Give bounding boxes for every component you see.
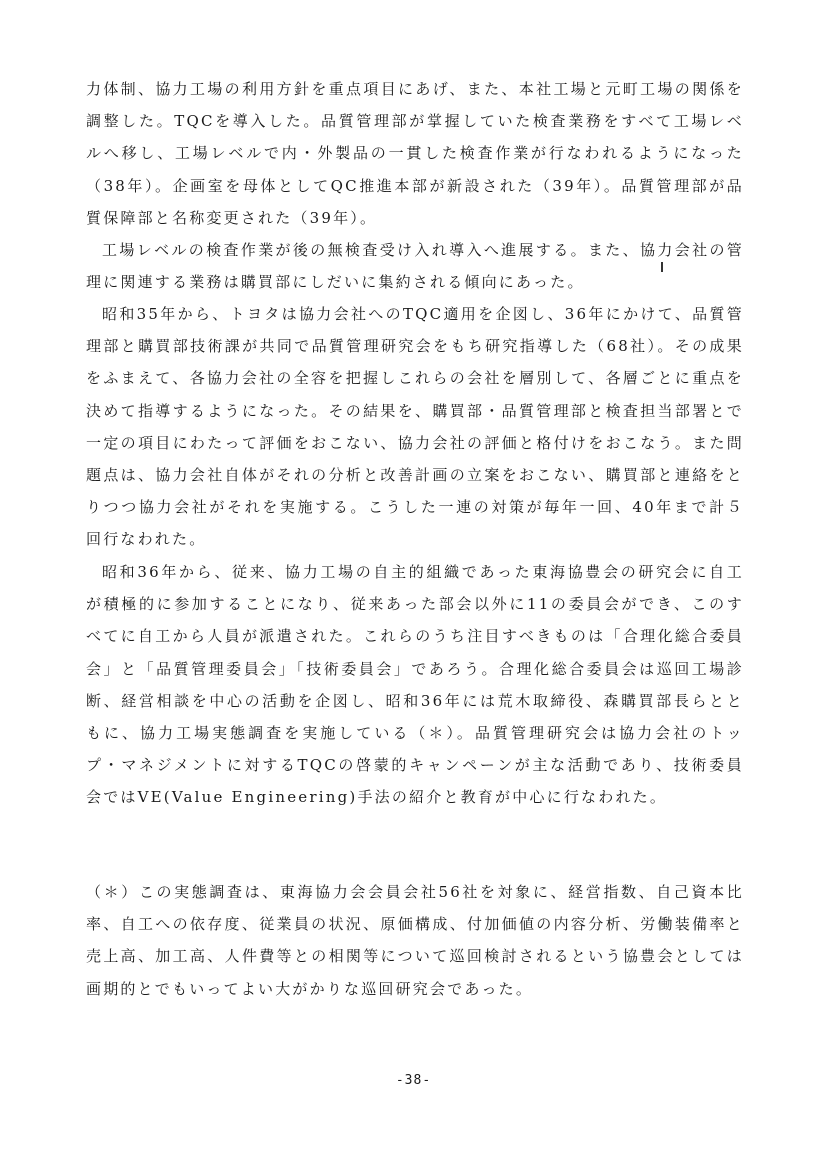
paragraph-4: 昭和36年から、従来、協力工場の自主的組織であった東海協豊会の研究会に自工が積極的に参加することになり、従来あった部会以外に11の委員会ができ、このすべてに自工から人員が派遣された。これらのうち注目すべきものは「合理化総合委員会」と「品質管理委員会」「技術委員会」であろう。合理化総合委員会は巡回工場診断、経営相談を中心の活動を企図し、昭和36年には荒木取締役、森購買部長らとともに、協力工場実態調査を実施している（＊）。品質管理研究会は協力会社のトップ・マネジメントに対するTQCの啓蒙的キャンペーンが主な活動であり、技術委員会ではVE(Value Engineering)手法の紹介と教育が中心に行なわれた。 <box>86 563 744 807</box>
page-number: -38- <box>395 1073 432 1088</box>
paragraph-1: 力体制、協力工場の利用方針を重点項目にあげ、また、本社工場と元町工場の関係を調整した。TQCを導入した。品質管理部が掌握していた検査業務をすべて工場レベルへ移し、工場レベルで内・外製品の一貫した検査作業が行なわれるようになった（38年）。企画室を母体としてQC推進本部が新設された（39年）。品質管理部が品質保障部と名称変更された（39年）。 <box>86 80 744 227</box>
scan-mark <box>661 262 663 272</box>
footnote: （＊）この実態調査は、東海協力会会員会社56社を対象に、経営指数、自己資本比率、自工への依存度、従業員の状況、原価構成、付加価値の内容分析、労働装備率と売上高、加工高、人件費等との相関等について巡回検討されるという協豊会としては画期的とでもいってよい大がかりな巡回研究会であった。 <box>86 883 744 998</box>
paragraph-2: 工場レベルの検査作業が後の無検査受け入れ導入へ進展する。また、協力会社の管理に関連する業務は購買部にしだいに集約される傾向にあった。 <box>86 241 744 292</box>
paragraph-3: 昭和35年から、トヨタは協力会社へのTQC適用を企図し、36年にかけて、品質管理部と購買部技術課が共同で品質管理研究会をもち研究指導した（68社）。その成果をふまえて、各協力会社の全容を把握しこれらの会社を層別して、各層ごとに重点を決めて指導するようになった。その結果を、購買部・品質管理部と検査担当部署とで一定の項目にわたって評価をおこない、協力会社の評価と格付けをおこなう。また問題点は、協力会社自体がそれの分析と改善計画の立案をおこない、購買部と連絡をとりつつ協力会社がそれを実施する。こうした一連の対策が毎年一回、40年まで計５回行なわれた。 <box>86 305 744 549</box>
